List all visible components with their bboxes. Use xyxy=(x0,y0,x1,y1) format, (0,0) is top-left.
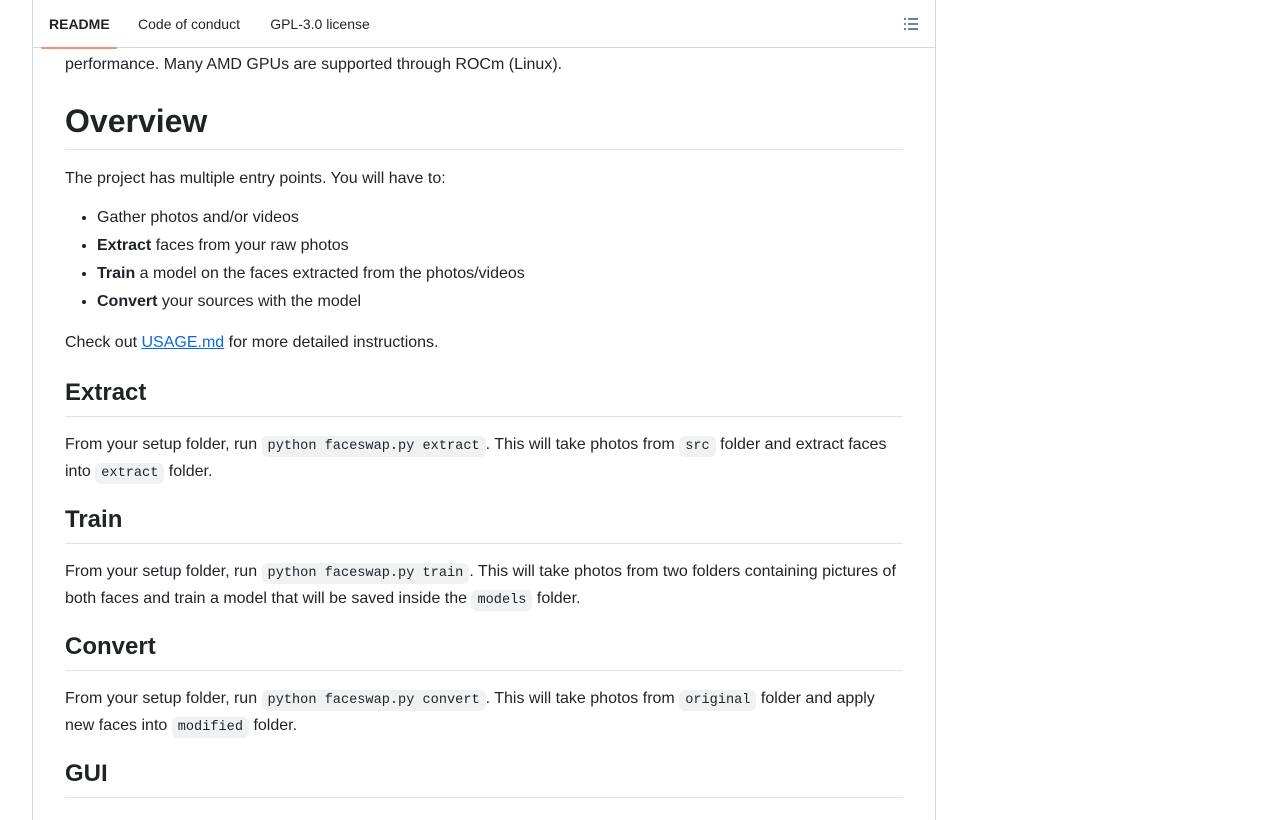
overview-list xyxy=(65,204,525,316)
code-inline: src xyxy=(679,436,715,457)
extract-paragraph: From your setup folder, run python faceswap.py extract . This will take photos from src folder and extract faces into extract folder. xyxy=(65,432,903,486)
heading-convert: Convert xyxy=(65,632,903,671)
code-inline: models xyxy=(471,590,532,611)
heading-overview: Overview xyxy=(65,101,903,150)
heading-extract: Extract xyxy=(65,378,903,417)
readme-container xyxy=(32,0,936,820)
overview-lead: The project has multiple entry points. You will have to: xyxy=(65,170,446,187)
usage-md-link[interactable]: USAGE.md xyxy=(141,334,225,351)
tab-code-of-conduct[interactable]: Code of conduct xyxy=(138,16,240,32)
list-item: • Train a model on the faces extracted from the photos/videos xyxy=(97,260,525,288)
check-out-paragraph: Check out USAGE.md for more detailed instructions. xyxy=(65,334,439,351)
code-inline: python faceswap.py train xyxy=(262,563,470,584)
code-inline: python faceswap.py convert xyxy=(262,690,486,711)
code-inline: modified xyxy=(172,717,249,738)
tab-readme[interactable]: README xyxy=(49,0,109,48)
heading-gui: GUI xyxy=(65,759,903,798)
outline-button[interactable] xyxy=(897,12,925,36)
code-inline: original xyxy=(679,690,756,711)
list-item: • Convert your sources with the model xyxy=(97,288,525,316)
code-inline: extract xyxy=(95,463,164,484)
code-inline: python faceswap.py extract xyxy=(262,436,486,457)
intro-line2: performance. Many AMD GPUs are supported through ROCm (Linux). xyxy=(65,56,563,73)
list-item: • Gather photos and/or videos xyxy=(97,204,525,232)
heading-train: Train xyxy=(65,505,903,544)
tab-license[interactable]: GPL-3.0 license xyxy=(270,16,370,32)
train-paragraph: From your setup folder, run python faceswap.py train . This will take photos from two folders containing pictures of both faces and train a model that will be saved inside the models folder. xyxy=(65,559,903,613)
outline-list-icon xyxy=(903,16,919,32)
convert-paragraph: From your setup folder, run python faceswap.py convert . This will take photos from original folder and apply new faces into modified folder. xyxy=(65,686,903,740)
readme-tab-bar xyxy=(33,0,935,48)
list-item: • Extract faces from your raw photos xyxy=(97,232,525,260)
